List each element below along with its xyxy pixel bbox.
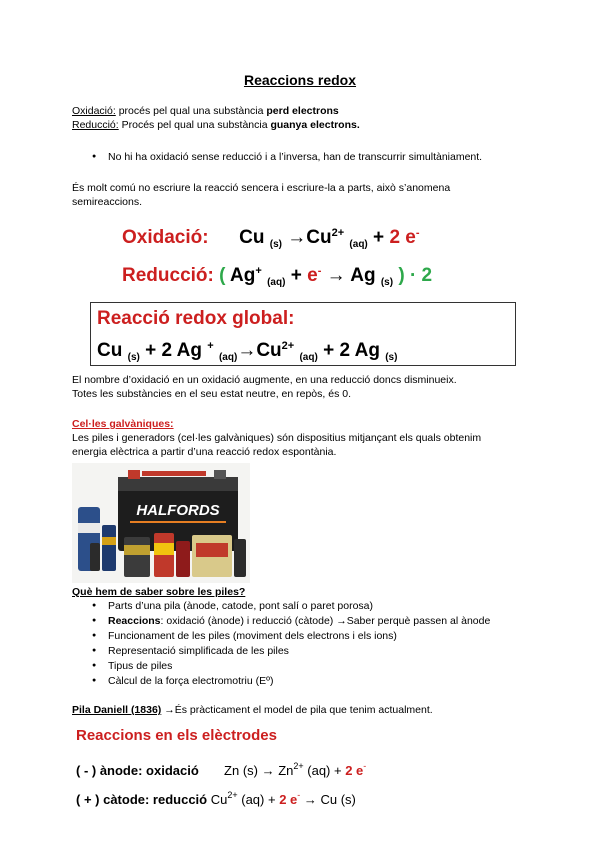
- know-item-parts: ● Parts d’una pila (ànode, catode, pont salí o paret porosa): [108, 599, 373, 613]
- know-item-reactions: [108, 614, 490, 628]
- red-label: Reducció:: [122, 265, 214, 286]
- reduction-equation: [122, 259, 432, 295]
- red-open-paren: (: [219, 265, 226, 286]
- paragraph1-line2: semireaccions.: [72, 196, 143, 208]
- cathode-reaction: [76, 786, 356, 809]
- paragraph2-line2: Totes les substàncies en el seu estat neutre, en repòs, és 0.: [72, 388, 351, 400]
- ox-arrow: →: [287, 227, 307, 248]
- global-s: (s): [127, 352, 140, 363]
- cathode-electrons: 2 e: [279, 792, 298, 807]
- global-cu2: Cu: [256, 340, 282, 361]
- daniell-text: →És pràcticament el model de pila que tenim actualment.: [161, 704, 433, 716]
- red-minus: -: [317, 265, 322, 277]
- ox-minus: -: [415, 227, 420, 239]
- ox-aq: (aq): [349, 239, 368, 250]
- global-equation: [97, 334, 397, 370]
- red-plus-charge: +: [255, 265, 262, 277]
- reduction-definition: [72, 118, 360, 132]
- cathode-label: ( + ) càtode: reducció: [76, 792, 208, 807]
- anode-minus: -: [363, 761, 367, 771]
- ox-2e: 2 e: [389, 227, 416, 248]
- know-item-representation: ● Representació simplificada de les piles: [108, 644, 289, 658]
- reactions-text: : oxidació (ànode) i reducció (càtode) →Saber perquè passen al ànode: [160, 615, 491, 627]
- anode-reaction: [76, 757, 366, 780]
- cathode-eq3: → Cu (s): [300, 792, 356, 807]
- global-aq1: (aq): [218, 352, 238, 363]
- oxidation-term: Oxidació:: [72, 105, 116, 117]
- red-arrow: →: [326, 265, 346, 286]
- global-plus1: + 2 Ag: [145, 340, 202, 361]
- anode-electrons: 2 e: [345, 763, 364, 778]
- global-arrow: →: [237, 340, 257, 361]
- ox-plus: +: [373, 227, 385, 248]
- global-aq2: (aq): [299, 352, 318, 363]
- galvanic-heading: Cel·les galvàniques:: [72, 418, 174, 430]
- paragraph2-line1: El nombre d’oxidació en un oxidació augmente, en una reducció doncs disminueix.: [72, 374, 457, 386]
- oxidation-equation: [122, 221, 420, 257]
- batteries-illustration: [72, 463, 250, 583]
- red-plus: +: [290, 265, 302, 286]
- bullet-simultaneous: ● No hi ha oxidació sense reducció i a l’inversa, han de transcurrir simultàniament.: [108, 150, 482, 164]
- global-plus-charge: +: [207, 340, 214, 352]
- electrodes-heading: Reaccions en els elèctrodes: [76, 727, 277, 744]
- anode-eq2: (aq) +: [303, 763, 346, 778]
- cathode-charge: 2+: [227, 790, 238, 800]
- oxidation-text: procés pel qual una substància: [115, 105, 267, 117]
- red-ag2: Ag: [350, 265, 376, 286]
- daniell-bold: Pila Daniell (1836): [72, 704, 162, 716]
- global-label: Reacció redox global:: [97, 308, 295, 329]
- reactions-bold: Reaccions: [108, 615, 161, 627]
- red-times: · 2: [409, 265, 433, 286]
- paragraph1-line1: És molt comú no escriure la reacció sencera i escriure-la a parts, això s’anomena: [72, 182, 451, 194]
- oxidation-bold: perd electrons: [266, 105, 339, 117]
- anode-charge: 2+: [293, 761, 304, 771]
- cathode-eq2: (aq) +: [237, 792, 280, 807]
- global-plus2: + 2 Ag: [323, 340, 380, 361]
- red-aq: (aq): [267, 277, 286, 288]
- battery-brand: HALFORDS: [136, 502, 220, 519]
- ox-charge: 2+: [331, 227, 345, 239]
- oxidation-definition: [72, 104, 339, 118]
- reduction-text: Procés pel qual una substància: [118, 119, 271, 131]
- galvanic-line2: energia elèctrica a partir d’una reacció redox espontània.: [72, 446, 337, 458]
- red-close-paren: ): [398, 265, 405, 286]
- cathode-minus: -: [297, 790, 301, 800]
- ox-cu: Cu: [239, 227, 265, 248]
- anode-eq1: Zn (s) → Zn: [224, 763, 294, 778]
- daniell-line: [72, 703, 433, 717]
- know-item-types: ● Tipus de piles: [108, 659, 172, 673]
- cathode-eq1: Cu: [210, 792, 228, 807]
- red-e: e: [307, 265, 318, 286]
- red-s: (s): [380, 277, 394, 288]
- page-title: Reaccions redox: [243, 72, 357, 88]
- global-cu: Cu: [97, 340, 123, 361]
- global-reaction-box: [90, 302, 516, 366]
- know-heading: Què hem de saber sobre les piles?: [72, 586, 246, 598]
- global-s2: (s): [385, 352, 398, 363]
- know-item-functioning: ● Funcionament de les piles (moviment dels electrons i els ions): [108, 629, 397, 643]
- red-ag: Ag: [230, 265, 256, 286]
- anode-label: ( - ) ànode: oxidació: [76, 763, 199, 778]
- ox-cu2: Cu: [306, 227, 332, 248]
- batteries-photo: [72, 463, 250, 583]
- ox-s: (s): [269, 239, 282, 250]
- global-charge: 2+: [281, 340, 295, 352]
- ox-label: Oxidació:: [122, 227, 209, 248]
- know-item-emf: ● Càlcul de la força electromotriu (Eº): [108, 674, 273, 688]
- reduction-bold: guanya electrons.: [270, 119, 360, 131]
- reduction-term: Reducció:: [72, 119, 119, 131]
- galvanic-line1: Les piles i generadors (cel·les galvàniques) són dispositius mitjançant els quals obtenim: [72, 432, 482, 444]
